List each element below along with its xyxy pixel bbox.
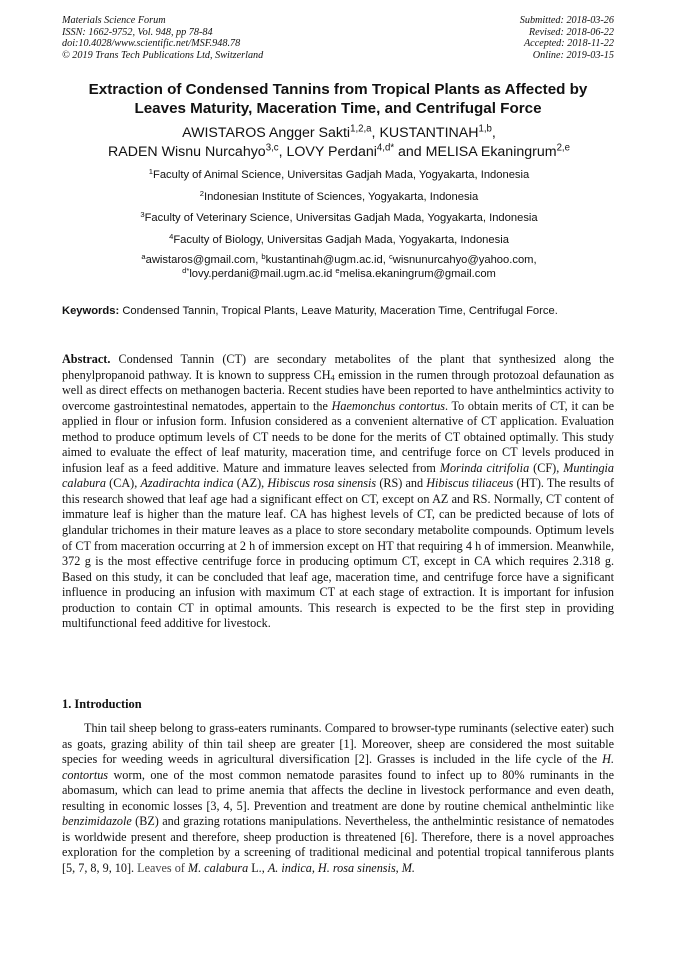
affiliation-number: 1 — [148, 166, 153, 176]
email-e: melisa.ekaningrum@gmail.com — [339, 267, 496, 280]
revised-date: Revised: 2018-06-22 — [528, 26, 614, 38]
abstract-text: (RS) and — [379, 476, 424, 491]
accepted-date: Accepted: 2018-11-22 — [523, 38, 614, 50]
email-line-2 — [40, 265, 638, 282]
keywords-label: Keywords: — [62, 305, 120, 317]
affiliation-text: Indonesian Institute of Sciences, Yogyakarta, Indonesia — [203, 190, 479, 203]
species-name: benzimidazole — [62, 814, 132, 829]
online-date: Online: 2019-03-15 — [532, 49, 614, 61]
species-name: Azadirachta indica — [140, 476, 234, 491]
species-name: H. contortus — [62, 752, 614, 782]
body-text: (BZ) and grazing rotations manipulations. Nevertheless, the anthelmintic resistance of nematodes is worldwide present and therefore, sheep production is threatened [6]. Therefore, there is a novel approaches exploration for the completion by a screening of traditional medicinal and potential tropical tanniferous plants [5, 7, 8, 9, 10]. — [62, 814, 615, 875]
email-marker: b — [261, 251, 266, 261]
author-name: AWISTAROS Angger Sakti — [182, 125, 351, 141]
author-name: LOVY Perdani — [286, 144, 377, 160]
author-affil-marker: 4,d* — [376, 142, 395, 154]
affiliation-number: 4 — [169, 231, 174, 241]
body-text: like — [595, 798, 614, 813]
species-name: Hibiscus rosa sinensis — [267, 476, 377, 491]
abstract-text: (AZ), — [236, 476, 265, 491]
affiliation-3 — [40, 211, 638, 225]
author-conjunction: and — [398, 144, 422, 160]
submitted-date: Submitted: 2018-03-26 — [519, 15, 614, 26]
email-marker: e — [335, 265, 340, 275]
issn-line: ISSN: 1662-9752, Vol. 948, pp 78-84 — [62, 26, 213, 38]
abstract-text: (HT). The results of this research showed that leaf age had a significant effect on CT, except on AZ and RS. Normally, CT content of immature leaf is higher than the mature leaf. CA has highest levels of CT, can be predicted because of lots of glandular trichomes in their mature leaves as a place to store secondary metabolite compounds. Optimum levels of CT from maceration occurring at 2 h of immersion except on HT that requiring 4 h of immersion. Meanwhile, 372 g is the most effective centrifuge force in producing optimum CT, except in CA which requires 2.318 g. Based on this study, it can be concluded that leaf age, maceration time, and centrifuge force have a significant influence in producing an infusion with maximum CT at each stage of extraction. It is important for infusion production to contain CT in optimal amounts. This research is expected to be the first step in providing multifunctional feed additive for livestock. — [62, 476, 615, 631]
affiliation-2 — [40, 190, 638, 204]
introduction-paragraph — [62, 721, 614, 876]
section-heading: 1. Introduction — [62, 697, 142, 711]
species-name: Haemonchus contortus — [331, 398, 445, 413]
species-name: Hibiscus tiliaceus — [426, 476, 514, 491]
paper-title — [62, 80, 614, 118]
species-name: Morinda citrifolia — [439, 460, 530, 475]
title-line-2: Leaves Maturity, Maceration Time, and Centrifugal Force — [134, 100, 542, 117]
email-d: lovy.perdani@mail.ugm.ac.id — [189, 267, 333, 280]
email-marker: d* — [182, 265, 190, 275]
doi-line: doi:10.4028/www.scientific.net/MSF.948.78 — [62, 38, 241, 50]
author-affil-marker: 1,b — [478, 123, 492, 135]
affiliation-text: Faculty of Veterinary Science, Universitas Gadjah Mada, Yogyakarta, Indonesia — [144, 212, 538, 224]
email-c: wisnunurcahyo@yahoo.com, — [392, 254, 537, 266]
abstract-text: Condensed Tannin (CT) are secondary metabolites of the plant that synthesized along the phenylpropanoid pathway. It is known to suppress CH — [62, 352, 615, 382]
abstract — [62, 352, 614, 632]
dates-info — [520, 15, 614, 61]
author-list — [40, 124, 638, 162]
body-text: worm, one of the most common nematode parasites found to infect up to 80% ruminants in the abomasum, which can lead to prime anemia that affects the decline in livestock performance and even death, resulting in economic losses [3, 4, 5]. Prevention and treatment are done by routine chemical anthelmintic — [62, 767, 614, 813]
affiliation-number: 3 — [140, 209, 145, 219]
email-a: awistaros@gmail.com, — [145, 254, 259, 266]
subscript: 4 — [330, 373, 335, 383]
keywords — [62, 304, 614, 318]
abstract-text: emission in the rumen through protozoal defaunation as well as direct effects on methanogen bacteria. Recent studies have been reported to have anthelmintics activity to overcome gastrointestinal nematodes, appertain to the — [62, 367, 614, 413]
author-name: MELISA Ekaningrum — [425, 144, 557, 160]
author-name: KUSTANTINAH — [379, 125, 479, 141]
affiliation-1 — [40, 168, 638, 182]
author-emails — [40, 251, 638, 281]
affiliations — [40, 168, 638, 281]
author-affil-marker: 1,2,a — [350, 123, 372, 135]
journal-name: Materials Science Forum — [62, 15, 166, 26]
affiliation-number: 2 — [199, 188, 204, 198]
keywords-text: Condensed Tannin, Tropical Plants, Leave Maturity, Maceration Time, Centrifugal Force. — [122, 305, 558, 317]
affiliation-4 — [40, 233, 638, 247]
body-text: Leaves of — [137, 860, 185, 875]
email-marker: c — [388, 251, 393, 261]
email-marker: a — [141, 251, 146, 261]
species-name: M. calabura — [187, 860, 249, 875]
body-text: Thin tail sheep belong to grass-eaters ruminants. Compared to browser-type ruminants (selective eater) such as goats, grazing ability of thin tail sheep are greater [1]. Moreover, sheep are considered the most suitable species for weeding weeds in agricultural diversification [2]. Grasses is included in the life cycle of the — [62, 721, 614, 767]
affiliation-text: Faculty of Animal Science, Universitas Gadjah Mada, Yogyakarta, Indonesia — [153, 169, 530, 181]
affiliation-text: Faculty of Biology, Universitas Gadjah Mada, Yogyakarta, Indonesia — [173, 233, 509, 246]
email-b: kustantinah@ugm.ac.id, — [265, 254, 386, 266]
species-name: Muntingia calabura — [62, 460, 615, 491]
species-name: A. indica, H. rosa sinensis, M. — [267, 860, 415, 875]
author-affil-marker: 2,e — [556, 142, 570, 154]
author-name: RADEN Wisnu Nurcahyo — [108, 144, 266, 160]
abstract-text: . To obtain merits of CT, it can be applied in flour or infusion form. Infusion considered as a convenient alternative of CT application. Evaluation method to produce optimum levels of CT needs to be done for the merits of CT obtained optimally. This study aimed to evaluate the effect of leaf maturity, maceration time, and centrifuge force on CT levels produced in infusion leaf as a feed additive. Mature and immature leaves selected from — [62, 398, 615, 475]
body-text: L., — [251, 860, 265, 875]
copyright-line: © 2019 Trans Tech Publications Ltd, Switzerland — [62, 49, 264, 61]
author-line-2: RADEN Wisnu Nurcahyo$^{3,c}$, LOVY Perdani$^{4,d*}$ and MELISA Ekaningrum$^{2,e}$ — [108, 142, 570, 160]
abstract-text: (CF), — [533, 460, 560, 475]
author-affil-marker: 3,c — [265, 142, 279, 154]
journal-info — [62, 15, 263, 61]
title-line-1: Extraction of Condensed Tannins from Tropical Plants as Affected by — [88, 81, 588, 98]
author-line-1: AWISTAROS Angger Sakti$^{1,2,a}$, KUSTANTINAH$^{1,b}$, — [182, 123, 496, 141]
abstract-label: Abstract. — [62, 352, 111, 366]
abstract-text: (CA), — [109, 476, 138, 491]
